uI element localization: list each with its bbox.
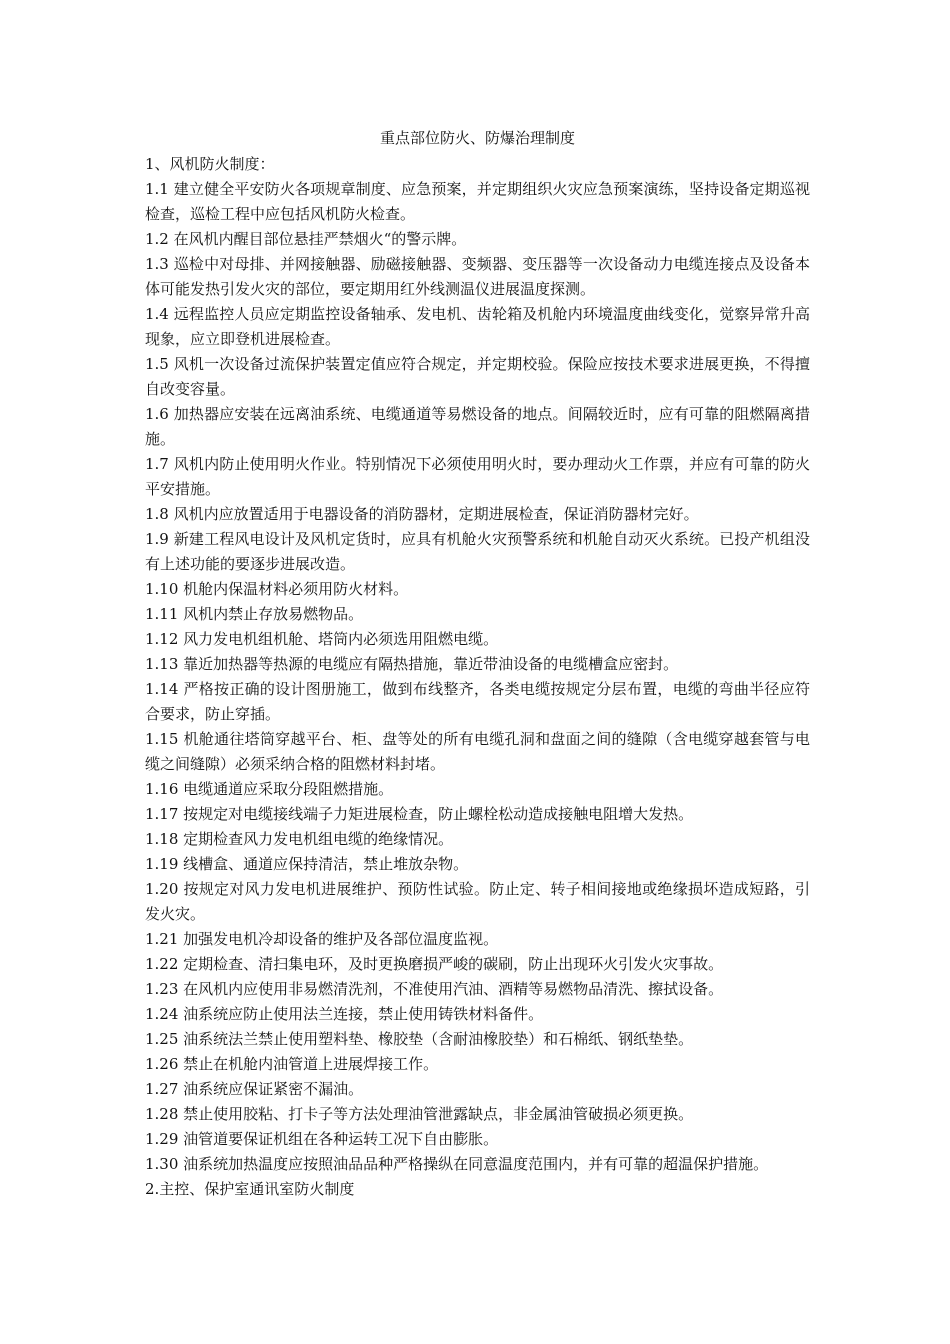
- paragraph: 1.10 机舱内保温材料必须用防火材料。: [145, 580, 409, 598]
- paragraph: 1.20 按规定对风力发电机进展维护、预防性试验。防止定、转子相间接地或绝缘损坏造成短路，引发火灾。: [145, 880, 810, 923]
- document-title: 重点部位防火、防爆治理制度: [379, 129, 575, 147]
- paragraph: 1.30 油系统加热温度应按照油品品种严格操纵在同意温度范围内，并有可靠的超温保护措施。: [145, 1155, 769, 1173]
- paragraph: 1.12 风力发电机组机舱、塔筒内必须选用阻燃电缆。: [145, 630, 499, 648]
- paragraph: 1.2 在风机内醒目部位悬挂严禁烟火“的警示牌。: [145, 230, 467, 248]
- paragraph: 1.4 远程监控人员应定期监控设备轴承、发电机、齿轮箱及机舱内环境温度曲线变化，觉察异常升高现象，应立即登机进展检查。: [145, 305, 810, 348]
- paragraph: 1.11 风机内禁止存放易燃物品。: [145, 605, 364, 623]
- paragraph: 1.26 禁止在机舱内油管道上进展焊接工作。: [145, 1055, 439, 1073]
- document-body: [145, 152, 810, 1202]
- paragraph: 1.15 机舱通往塔筒穿越平台、柜、盘等处的所有电缆孔洞和盘面之间的缝隙（含电缆穿越套管与电缆之间缝隙）必须采纳合格的阻燃材料封堵。: [145, 730, 810, 773]
- paragraph: 1.24 油系统应防止使用法兰连接，禁止使用铸铁材料备件。: [145, 1005, 544, 1023]
- paragraph: 1.5 风机一次设备过流保护装置定值应符合规定，并定期校验。保险应按技术要求进展更换，不得擅自改变容量。: [145, 355, 810, 398]
- paragraph: 1.23 在风机内应使用非易燃清洗剂，不准使用汽油、酒精等易燃物品清洗、擦拭设备。: [145, 980, 724, 998]
- paragraph: 1.9 新建工程风电设计及风机定货时，应具有机舱火灾预警系统和机舱自动灭火系统。已投产机组没有上述功能的要逐步进展改造。: [145, 530, 810, 573]
- paragraph: 1.1 建立健全平安防火各项规章制度、应急预案，并定期组织火灾应急预案演练，坚持设备定期巡视检查，巡检工程中应包括风机防火检查。: [145, 180, 810, 223]
- paragraph: 1.13 靠近加热器等热源的电缆应有隔热措施，靠近带油设备的电缆槽盒应密封。: [145, 655, 679, 673]
- paragraph: 1.25 油系统法兰禁止使用塑料垫、橡胶垫（含耐油橡胶垫）和石棉纸、钢纸垫垫。: [145, 1030, 694, 1048]
- paragraph: 1.21 加强发电机冷却设备的维护及各部位温度监视。: [145, 930, 499, 948]
- paragraph: 1.29 油管道要保证机组在各种运转工况下自由膨胀。: [145, 1130, 499, 1148]
- paragraph: 1.14 严格按正确的设计图册施工，做到布线整齐，各类电缆按规定分层布置，电缆的弯曲半径应符合要求，防止穿插。: [145, 680, 810, 723]
- paragraph: 1.17 按规定对电缆接线端子力矩进展检查，防止螺栓松动造成接触电阻增大发热。: [145, 805, 694, 823]
- paragraph: 1.16 电缆通道应采取分段阻燃措施。: [145, 780, 394, 798]
- paragraph: 1.27 油系统应保证紧密不漏油。: [145, 1080, 364, 1098]
- paragraph: 1.28 禁止使用胶粘、打卡子等方法处理油管泄露缺点，非金属油管破损必须更换。: [145, 1105, 694, 1123]
- paragraph: 1.22 定期检查、清扫集电环，及时更换磨损严峻的碳刷，防止出现环火引发火灾事故。: [145, 955, 724, 973]
- document-page: [145, 126, 810, 1202]
- paragraph: 1.3 巡检中对母排、并网接触器、励磁接触器、变频器、变压器等一次设备动力电缆连接点及设备本体可能发热引发火灾的部位，要定期用红外线测温仪进展温度探测。: [145, 255, 810, 298]
- paragraph: 2.主控、保护室通讯室防火制度: [145, 1180, 355, 1198]
- paragraph: 1、风机防火制度：: [145, 155, 275, 173]
- paragraph: 1.6 加热器应安装在远离油系统、电缆通道等易燃设备的地点。间隔较近时，应有可靠的阻燃隔离措施。: [145, 405, 810, 448]
- paragraph: 1.7 风机内防止使用明火作业。特别情况下必须使用明火时，要办理动火工作票，并应有可靠的防火平安措施。: [145, 455, 810, 498]
- paragraph: 1.19 线槽盒、通道应保持清洁，禁止堆放杂物。: [145, 855, 469, 873]
- paragraph: 1.18 定期检查风力发电机组电缆的绝缘情况。: [145, 830, 454, 848]
- paragraph: 1.8 风机内应放置适用于电器设备的消防器材，定期进展检查，保证消防器材完好。: [145, 505, 699, 523]
